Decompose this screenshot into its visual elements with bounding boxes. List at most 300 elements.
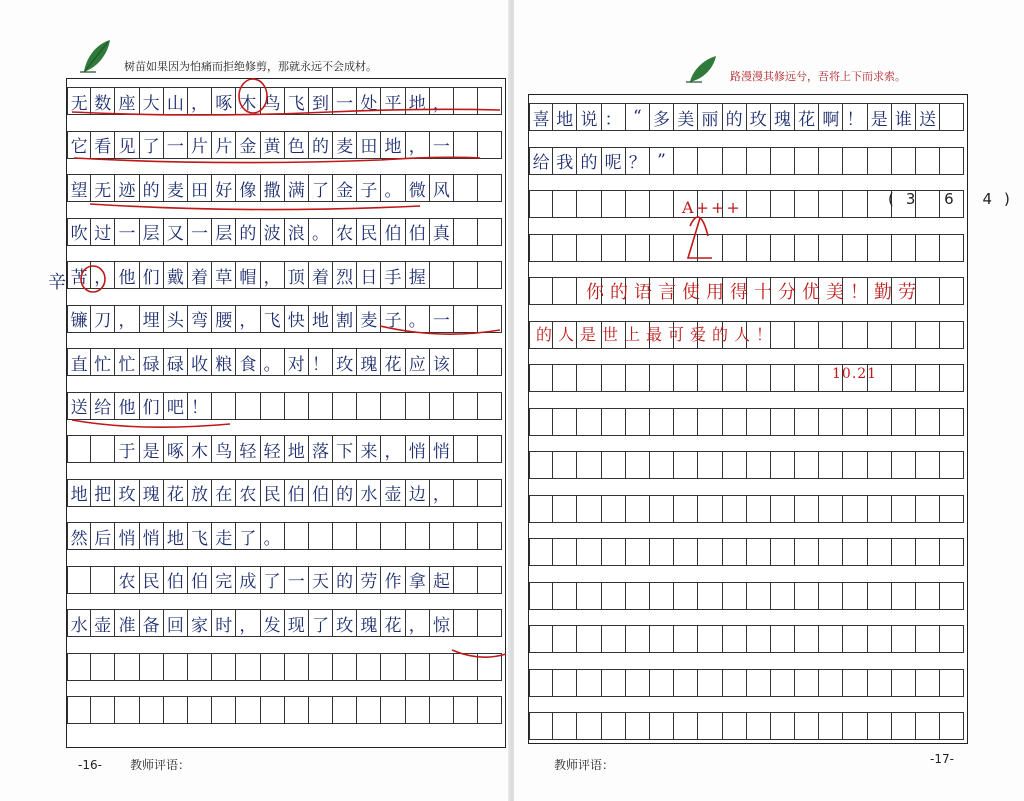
- grid-cell: [164, 696, 188, 724]
- grid-cell: ，: [236, 609, 260, 637]
- grid-cell: 粮: [212, 348, 236, 376]
- grid-cell: [602, 582, 626, 610]
- grid-cell: 花: [795, 103, 819, 131]
- grid-cell: [747, 147, 771, 175]
- grid-cell: [91, 696, 115, 724]
- grid-cell: [285, 653, 309, 681]
- grid-cell: 数: [91, 87, 115, 115]
- grid-cell: 民: [140, 566, 164, 594]
- grid-cell: 地: [553, 103, 577, 131]
- grid-cell: [529, 625, 553, 653]
- grid-cell: 应: [406, 348, 430, 376]
- grid-cell: [650, 408, 674, 436]
- grid-cell: [650, 451, 674, 479]
- grid-cell: 地: [285, 435, 309, 463]
- grid-cell: [626, 408, 650, 436]
- grid-cell: [916, 234, 940, 262]
- grid-cell: 。: [381, 174, 405, 202]
- grid-cell: [892, 451, 916, 479]
- grid-cell: 的: [333, 479, 357, 507]
- grid-cell: 碌: [140, 348, 164, 376]
- grid-cell: 木: [188, 435, 212, 463]
- grid-cell: 时: [212, 609, 236, 637]
- grid-cell: [795, 538, 819, 566]
- grid-cell: 风: [430, 174, 454, 202]
- grid-cell: 农: [236, 479, 260, 507]
- grid-cell: [819, 234, 843, 262]
- grid-cell: [529, 408, 553, 436]
- grid-cell: [529, 712, 553, 740]
- grid-cell: 麦: [357, 305, 381, 333]
- grid-cell: [843, 495, 867, 523]
- grid-cell: [795, 625, 819, 653]
- grid-cell: 了: [261, 566, 285, 594]
- grid-cell: [698, 495, 722, 523]
- grid-cell: 家: [188, 609, 212, 637]
- grid-cell: [795, 364, 819, 392]
- grid-cell: 然: [67, 522, 91, 550]
- grid-cell: 发: [261, 609, 285, 637]
- grid-cell: 悄: [406, 435, 430, 463]
- grid-cell: [529, 277, 553, 305]
- grid-cell: [698, 712, 722, 740]
- grid-cell: ，: [381, 435, 405, 463]
- grid-cell: 伯: [309, 479, 333, 507]
- grid-cell: [819, 669, 843, 697]
- grid-cell: 是: [868, 103, 892, 131]
- grid-cell: [940, 669, 964, 697]
- grid-cell: [454, 305, 478, 333]
- grid-cell: [674, 495, 698, 523]
- grid-cell: 了: [309, 609, 333, 637]
- grid-cell: [723, 364, 747, 392]
- grid-cell: [795, 669, 819, 697]
- grid-cell: 。: [309, 218, 333, 246]
- grid-cell: 无: [67, 87, 91, 115]
- grid-cell: [577, 669, 601, 697]
- grid-cell: 草: [212, 261, 236, 289]
- grid-cell: 。: [261, 348, 285, 376]
- grid-cell: 大: [140, 87, 164, 115]
- grid-cell: 浪: [285, 218, 309, 246]
- grid-cell: 戴: [164, 261, 188, 289]
- grid-cell: 金: [236, 131, 260, 159]
- grid-row: [529, 625, 964, 653]
- grid-cell: 们: [140, 392, 164, 420]
- grid-row: [67, 348, 502, 376]
- grid-cell: [602, 234, 626, 262]
- grid-cell: [529, 538, 553, 566]
- grid-cell: 的: [309, 131, 333, 159]
- grid-cell: [819, 538, 843, 566]
- grid-cell: 望: [67, 174, 91, 202]
- grid-cell: [723, 408, 747, 436]
- grid-cell: [771, 669, 795, 697]
- grid-cell: [674, 538, 698, 566]
- grid-cell: [892, 408, 916, 436]
- grid-cell: [747, 408, 771, 436]
- grid-cell: 腰: [212, 305, 236, 333]
- grid-cell: [602, 669, 626, 697]
- grid-row: [67, 653, 502, 681]
- grid-cell: [843, 321, 867, 349]
- grid-cell: [212, 392, 236, 420]
- grid-cell: 多: [650, 103, 674, 131]
- grid-cell: [553, 190, 577, 218]
- grid-cell: 地: [381, 131, 405, 159]
- grid-cell: [309, 522, 333, 550]
- grid-cell: [478, 522, 502, 550]
- grid-cell: 苦: [67, 261, 91, 289]
- grid-cell: [309, 653, 333, 681]
- grid-cell: ，: [236, 305, 260, 333]
- grid-cell: 像: [236, 174, 260, 202]
- grid-cell: [940, 538, 964, 566]
- grid-cell: [212, 696, 236, 724]
- grid-cell: [747, 712, 771, 740]
- grid-row: [67, 522, 502, 550]
- grid-cell: 田: [357, 131, 381, 159]
- grid-cell: [747, 451, 771, 479]
- grid-cell: 送: [67, 392, 91, 420]
- grid-cell: 碌: [164, 348, 188, 376]
- grid-cell: 直: [67, 348, 91, 376]
- grid-cell: 壶: [91, 609, 115, 637]
- grid-cell: 谁: [892, 103, 916, 131]
- grid-cell: [650, 669, 674, 697]
- grid-cell: [892, 364, 916, 392]
- grid-cell: ”: [650, 147, 674, 175]
- grid-cell: [553, 669, 577, 697]
- grid-cell: 喜: [529, 103, 553, 131]
- grid-cell: 他: [115, 392, 139, 420]
- grid-cell: 花: [164, 479, 188, 507]
- grid-cell: [771, 190, 795, 218]
- grid-cell: [333, 696, 357, 724]
- grid-cell: 手: [381, 261, 405, 289]
- grid-cell: [650, 364, 674, 392]
- grid-cell: [454, 696, 478, 724]
- grid-cell: [795, 451, 819, 479]
- grid-cell: 回: [164, 609, 188, 637]
- grid-row: [529, 451, 964, 479]
- grid-cell: [529, 582, 553, 610]
- grid-cell: 地: [164, 522, 188, 550]
- grid-cell: 呢: [602, 147, 626, 175]
- grid-cell: [381, 392, 405, 420]
- grid-cell: 农: [333, 218, 357, 246]
- grid-cell: 放: [188, 479, 212, 507]
- grid-cell: ：: [602, 103, 626, 131]
- grid-cell: [868, 712, 892, 740]
- grid-cell: [91, 566, 115, 594]
- date-mark: 10.21: [832, 366, 878, 382]
- grid-cell: 走: [212, 522, 236, 550]
- grid-cell: [771, 625, 795, 653]
- grid-cell: [236, 696, 260, 724]
- grid-cell: [115, 653, 139, 681]
- grid-cell: 忙: [91, 348, 115, 376]
- grid-cell: [406, 696, 430, 724]
- grid-cell: 顶: [285, 261, 309, 289]
- grid-cell: 层: [140, 218, 164, 246]
- grid-cell: [723, 147, 747, 175]
- grid-cell: [916, 321, 940, 349]
- grid-cell: 过: [91, 218, 115, 246]
- grid-cell: [698, 625, 722, 653]
- grid-cell: [577, 625, 601, 653]
- grid-cell: [430, 653, 454, 681]
- grid-cell: [164, 653, 188, 681]
- grid-row: [67, 218, 502, 246]
- grid-cell: 伯: [188, 566, 212, 594]
- grid-cell: 给: [91, 392, 115, 420]
- grid-cell: [819, 147, 843, 175]
- grid-cell: [868, 582, 892, 610]
- grid-cell: [674, 712, 698, 740]
- grid-cell: 民: [261, 479, 285, 507]
- grid-cell: [819, 408, 843, 436]
- grid-cell: [478, 653, 502, 681]
- grid-cell: [454, 87, 478, 115]
- grid-cell: [674, 364, 698, 392]
- grid-cell: [723, 538, 747, 566]
- grid-cell: [577, 408, 601, 436]
- grid-cell: ，: [115, 305, 139, 333]
- grid-cell: 壶: [381, 479, 405, 507]
- grid-cell: [285, 522, 309, 550]
- grid-cell: [478, 218, 502, 246]
- grid-cell: 的: [236, 218, 260, 246]
- grid-cell: 后: [91, 522, 115, 550]
- grid-cell: [868, 147, 892, 175]
- grid-cell: [916, 408, 940, 436]
- grid-cell: [357, 522, 381, 550]
- grid-cell: 吹: [67, 218, 91, 246]
- grid-cell: [626, 625, 650, 653]
- grid-cell: [916, 451, 940, 479]
- grid-row: [67, 392, 502, 420]
- grid-cell: [454, 174, 478, 202]
- grid-cell: 一: [430, 305, 454, 333]
- grid-cell: 的: [140, 174, 164, 202]
- grid-cell: [236, 392, 260, 420]
- grid-cell: [285, 392, 309, 420]
- grid-cell: [698, 408, 722, 436]
- grid-cell: 。: [406, 305, 430, 333]
- grid-cell: [892, 321, 916, 349]
- writing-grid: [66, 78, 506, 748]
- grid-cell: [454, 218, 478, 246]
- grid-cell: 们: [140, 261, 164, 289]
- grid-cell: 一: [430, 131, 454, 159]
- grid-cell: [478, 479, 502, 507]
- grid-cell: 忙: [115, 348, 139, 376]
- grid-cell: 了: [140, 131, 164, 159]
- grid-row: [67, 696, 502, 724]
- grid-cell: [819, 321, 843, 349]
- grid-cell: 着: [309, 261, 333, 289]
- grid-cell: [795, 495, 819, 523]
- grid-cell: 黄: [261, 131, 285, 159]
- grid-cell: [650, 234, 674, 262]
- grid-cell: 花: [381, 348, 405, 376]
- grid-cell: [553, 277, 577, 305]
- grid-cell: [916, 538, 940, 566]
- grid-cell: [454, 522, 478, 550]
- grid-cell: 的: [723, 103, 747, 131]
- grid-cell: 快: [285, 305, 309, 333]
- grid-cell: 地: [67, 479, 91, 507]
- grid-cell: [577, 451, 601, 479]
- grid-cell: ，: [91, 261, 115, 289]
- grid-row: [529, 712, 964, 740]
- grid-cell: [819, 582, 843, 610]
- grid-cell: [381, 653, 405, 681]
- grid-cell: [868, 321, 892, 349]
- grid-cell: 弯: [188, 305, 212, 333]
- grid-cell: [553, 538, 577, 566]
- grid-cell: [333, 522, 357, 550]
- grid-cell: [916, 147, 940, 175]
- grid-row: [529, 669, 964, 697]
- grid-cell: 地: [406, 87, 430, 115]
- grid-cell: [698, 364, 722, 392]
- grid-cell: [940, 277, 964, 305]
- grid-cell: [357, 392, 381, 420]
- grid-cell: [529, 364, 553, 392]
- grid-cell: [650, 712, 674, 740]
- grid-cell: ！: [188, 392, 212, 420]
- grid-cell: 于: [115, 435, 139, 463]
- grid-cell: [916, 625, 940, 653]
- grid-cell: 准: [115, 609, 139, 637]
- grid-cell: 一: [333, 87, 357, 115]
- grid-cell: 又: [164, 218, 188, 246]
- grid-cell: 片: [212, 131, 236, 159]
- grid-cell: [674, 625, 698, 653]
- grid-cell: [529, 495, 553, 523]
- grid-cell: 迹: [115, 174, 139, 202]
- grid-cell: [626, 712, 650, 740]
- grid-cell: 色: [285, 131, 309, 159]
- grid-cell: [553, 625, 577, 653]
- grid-cell: [868, 669, 892, 697]
- grid-cell: 丽: [698, 103, 722, 131]
- grid-cell: 镰: [67, 305, 91, 333]
- grid-cell: 层: [212, 218, 236, 246]
- grid-cell: [771, 147, 795, 175]
- grid-cell: 民: [357, 218, 381, 246]
- grid-cell: [843, 408, 867, 436]
- grid-cell: 啊: [819, 103, 843, 131]
- teacher-comment-label: 教师评语：: [130, 758, 191, 772]
- grid-cell: [843, 582, 867, 610]
- grid-cell: 是: [140, 435, 164, 463]
- grid-cell: 好: [212, 174, 236, 202]
- grid-cell: 鸟: [212, 435, 236, 463]
- grid-cell: [577, 538, 601, 566]
- grid-cell: [892, 147, 916, 175]
- grid-cell: [406, 522, 430, 550]
- grid-cell: [333, 392, 357, 420]
- grid-cell: [650, 582, 674, 610]
- grid-cell: 伯: [381, 218, 405, 246]
- grid-cell: [723, 451, 747, 479]
- grid-cell: [430, 392, 454, 420]
- grid-row: [529, 364, 964, 392]
- grid-row: [67, 174, 502, 202]
- grid-cell: [261, 653, 285, 681]
- grid-row: [529, 234, 964, 262]
- grid-cell: [940, 364, 964, 392]
- grid-cell: 在: [212, 479, 236, 507]
- grid-cell: [795, 582, 819, 610]
- page-quote: 路漫漫其修远兮，吾将上下而求索。: [730, 70, 906, 83]
- grid-cell: 水: [357, 479, 381, 507]
- grid-row: [67, 479, 502, 507]
- grid-cell: 水: [67, 609, 91, 637]
- grid-cell: [940, 103, 964, 131]
- grid-cell: 成: [236, 566, 260, 594]
- grid-cell: [819, 451, 843, 479]
- grid-cell: [454, 261, 478, 289]
- grid-cell: [577, 582, 601, 610]
- margin-insert-char: 辛: [48, 272, 66, 293]
- page-number: -17-: [930, 752, 954, 766]
- grid-row: [529, 495, 964, 523]
- grid-cell: [454, 348, 478, 376]
- grid-cell: [940, 234, 964, 262]
- grid-cell: [650, 538, 674, 566]
- grid-cell: [406, 392, 430, 420]
- grid-cell: [868, 451, 892, 479]
- grid-cell: [892, 669, 916, 697]
- grid-cell: 来: [357, 435, 381, 463]
- grid-cell: [602, 538, 626, 566]
- grid-cell: 啄: [212, 87, 236, 115]
- grid-cell: [843, 712, 867, 740]
- grid-cell: 座: [115, 87, 139, 115]
- grid-cell: [868, 234, 892, 262]
- grid-cell: [698, 234, 722, 262]
- grid-cell: [819, 625, 843, 653]
- grid-cell: [357, 653, 381, 681]
- grid-cell: 飞: [261, 305, 285, 333]
- grid-cell: [553, 451, 577, 479]
- grid-cell: [478, 174, 502, 202]
- grid-cell: 了: [309, 174, 333, 202]
- grid-cell: [771, 364, 795, 392]
- grid-row: [67, 566, 502, 594]
- grid-cell: 给: [529, 147, 553, 175]
- grid-cell: [892, 582, 916, 610]
- teacher-comment-label: 教师评语：: [554, 758, 615, 772]
- grid-cell: 金: [333, 174, 357, 202]
- grid-cell: 农: [115, 566, 139, 594]
- page-quote: 树苗如果因为怕痛而拒绝修剪，那就永远不会成材。: [124, 60, 377, 73]
- grid-cell: [381, 696, 405, 724]
- grid-cell: [626, 582, 650, 610]
- grid-cell: [698, 582, 722, 610]
- grid-cell: [577, 712, 601, 740]
- grid-cell: [67, 653, 91, 681]
- grid-cell: [698, 669, 722, 697]
- grid-cell: 瑰: [357, 609, 381, 637]
- grid-cell: 处: [357, 87, 381, 115]
- grid-cell: [674, 582, 698, 610]
- left-page: [0, 0, 510, 801]
